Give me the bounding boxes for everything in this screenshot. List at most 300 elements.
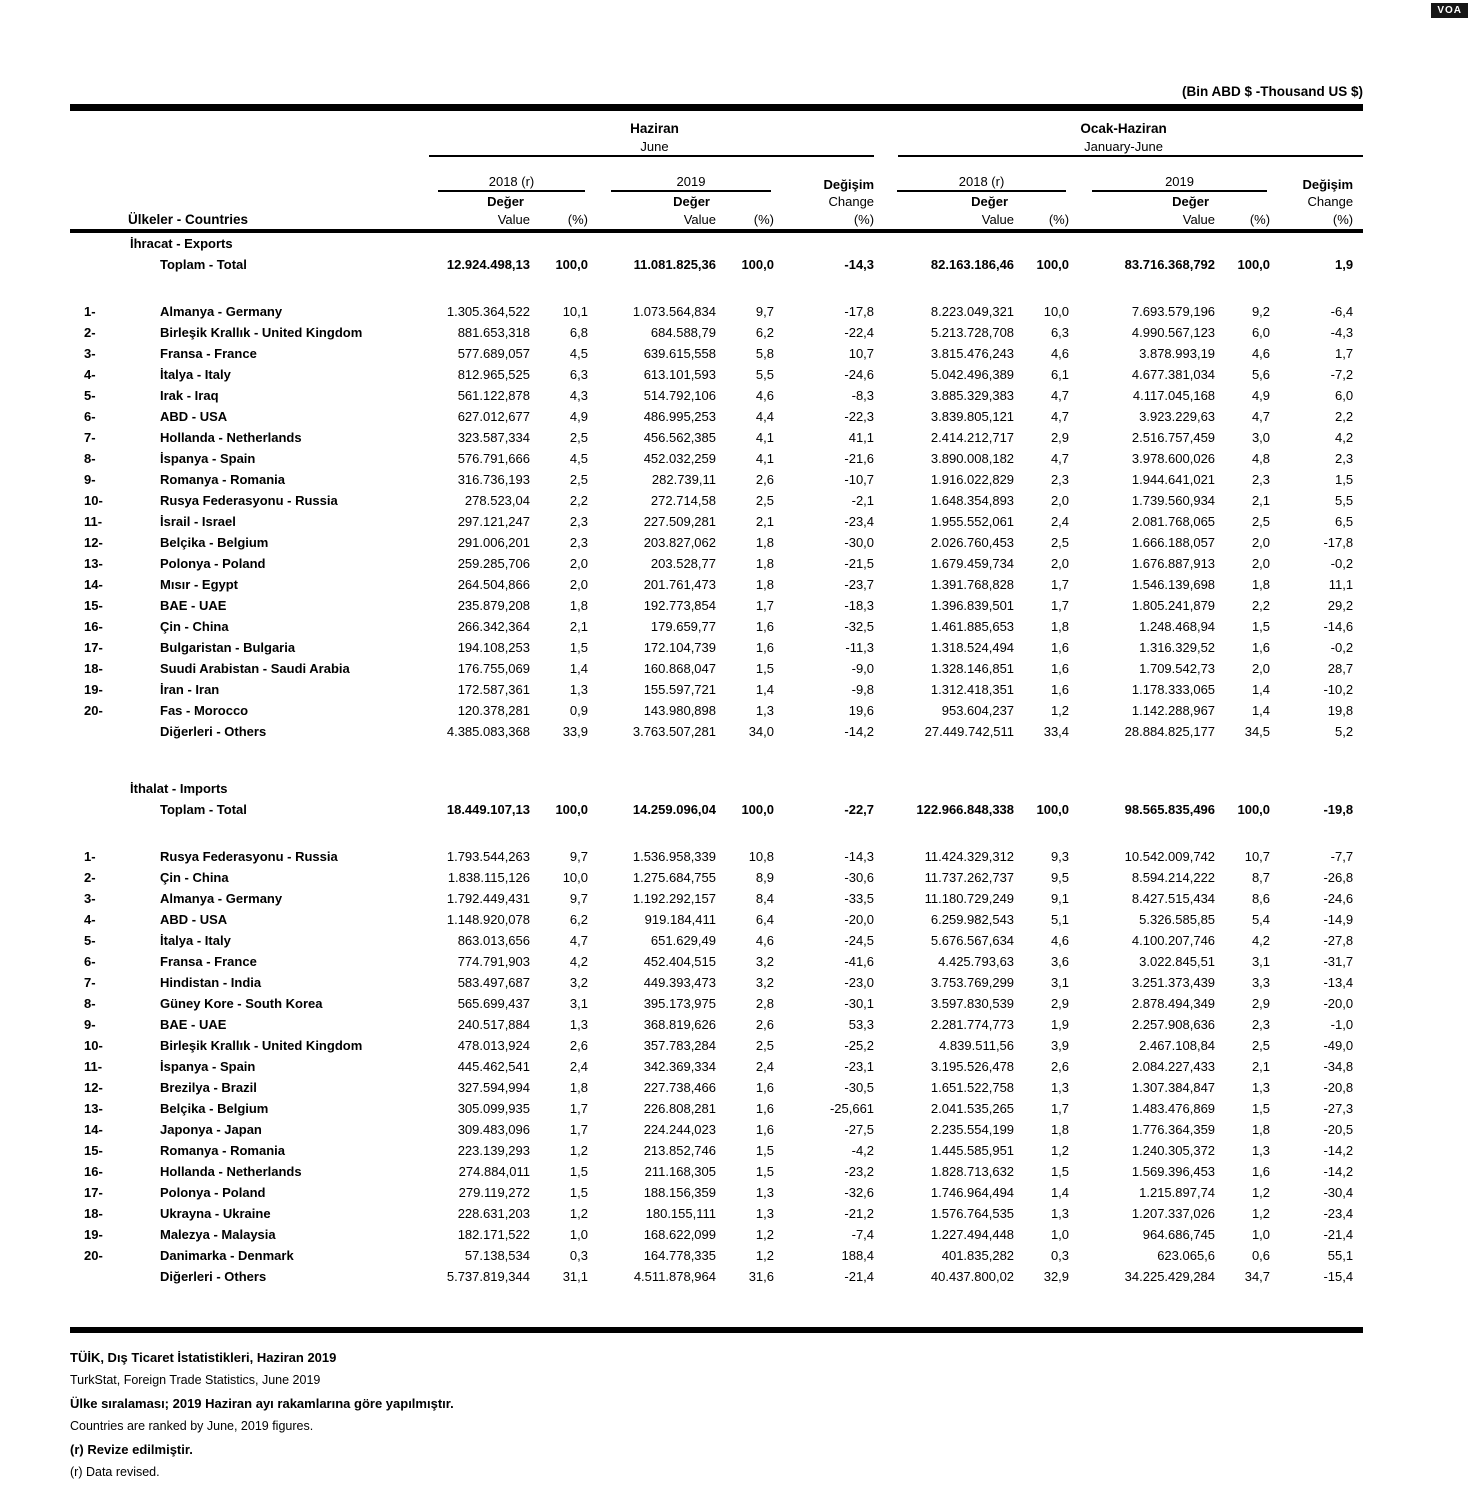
- total-value: -22,7: [844, 802, 875, 817]
- row-value: 1,8: [1050, 619, 1070, 634]
- row-value: 4.100.207,746: [1131, 933, 1216, 948]
- row-value: -30,5: [844, 1080, 875, 1095]
- row-value: 2.081.768,065: [1131, 514, 1216, 529]
- row-value: 1.648.354,893: [930, 493, 1015, 508]
- row-value: 1.148.920,078: [446, 912, 530, 927]
- row-value: -14,2: [1323, 1164, 1354, 1179]
- row-value: 9,7: [569, 891, 588, 906]
- row-value: 309.483,096: [457, 1122, 530, 1137]
- row-value: -7,7: [1330, 849, 1354, 864]
- table-row: [70, 1182, 1363, 1203]
- row-value: 5.042.496,389: [930, 367, 1015, 382]
- header-janjun-change-tr: Değişim: [1302, 177, 1354, 192]
- row-value: 10,0: [1043, 304, 1070, 319]
- table-row: [70, 1203, 1363, 1224]
- row-value: 305.099,935: [457, 1101, 530, 1116]
- row-value: 4,2: [569, 954, 588, 969]
- row-value: 1.240.305,372: [1131, 1143, 1216, 1158]
- table-row: [70, 448, 1363, 469]
- row-value: 1,3: [1251, 1143, 1271, 1158]
- row-value: 3,2: [569, 975, 588, 990]
- row-value: 561.122,878: [457, 388, 530, 403]
- row-value: 1,6: [1050, 661, 1070, 676]
- row-value: 576.791,666: [457, 451, 530, 466]
- row-country: Fas - Morocco: [160, 703, 249, 718]
- row-rank: 19-: [84, 1227, 103, 1242]
- row-value: 182.171,522: [457, 1227, 530, 1242]
- row-value: 2,3: [1050, 472, 1070, 487]
- row-country: Suudi Arabistan - Saudi Arabia: [160, 661, 350, 676]
- row-value: 327.594,994: [457, 1080, 530, 1095]
- row-rank: 11-: [84, 1059, 103, 1074]
- row-value: -30,1: [844, 996, 875, 1011]
- row-country: ABD - USA: [160, 912, 228, 927]
- row-value: 240.517,884: [457, 1017, 530, 1032]
- header-janjun-title: Ocak-Haziran: [884, 108, 1363, 137]
- spacer-row: [70, 1287, 1363, 1330]
- row-value: -20,8: [1323, 1080, 1354, 1095]
- row-value: 4,9: [1251, 388, 1271, 403]
- row-rank: [70, 1266, 130, 1287]
- row-value: 1,7: [569, 1122, 588, 1137]
- row-value: 9,7: [755, 304, 774, 319]
- row-rank: 14-: [84, 1122, 103, 1137]
- row-rank: 12-: [84, 1080, 103, 1095]
- row-value: 1.192.292,157: [632, 891, 716, 906]
- row-value: 34,7: [1244, 1269, 1271, 1284]
- row-value: 1.828.713,632: [930, 1164, 1015, 1179]
- row-value: 120.378,281: [457, 703, 530, 718]
- row-value: 1.073.564,834: [632, 304, 716, 319]
- row-value: 2,9: [1251, 996, 1271, 1011]
- row-value: 1,3: [755, 703, 774, 718]
- row-value: 8,7: [1251, 870, 1271, 885]
- row-value: 11.424.329,312: [924, 849, 1015, 864]
- row-value: 4,6: [1050, 346, 1070, 361]
- row-value: 1,6: [755, 1122, 774, 1137]
- row-country: Fransa - France: [160, 346, 257, 361]
- row-value: -17,8: [1323, 535, 1354, 550]
- row-value: 3.753.769,299: [930, 975, 1015, 990]
- row-country: Ukrayna - Ukraine: [160, 1206, 271, 1221]
- table-row: [70, 1056, 1363, 1077]
- row-value: 2,5: [1251, 1038, 1271, 1053]
- row-value: 6,4: [755, 912, 774, 927]
- row-value: 8.427.515,434: [1131, 891, 1216, 906]
- row-value: 1,7: [569, 1101, 588, 1116]
- row-value: 323.587,334: [457, 430, 530, 445]
- row-value: 6,1: [1050, 367, 1070, 382]
- section-title: İthalat - Imports: [130, 781, 228, 796]
- row-value: 919.184,411: [644, 912, 716, 927]
- row-value: 179.659,77: [650, 619, 716, 634]
- row-value: 2.516.757,459: [1131, 430, 1216, 445]
- row-value: 2,1: [755, 514, 774, 529]
- row-value: 9,7: [569, 849, 588, 864]
- row-value: -24,6: [1323, 891, 1354, 906]
- row-value: 0,6: [1251, 1248, 1271, 1263]
- row-value: 5,5: [755, 367, 774, 382]
- row-rank: 6-: [84, 954, 96, 969]
- row-rank: 17-: [84, 640, 103, 655]
- row-value: 1,8: [1251, 577, 1271, 592]
- row-value: 3,6: [1050, 954, 1070, 969]
- row-value: 1.805.241,879: [1131, 598, 1216, 613]
- row-country: BAE - UAE: [160, 598, 227, 613]
- total-value: -19,8: [1323, 802, 1354, 817]
- table-row: [70, 909, 1363, 930]
- row-value: 1,7: [755, 598, 774, 613]
- row-value: 1,6: [1050, 640, 1070, 655]
- row-value: -21,6: [844, 451, 875, 466]
- row-value: 3,3: [1251, 975, 1271, 990]
- row-country: Polonya - Poland: [160, 556, 266, 571]
- table-row: [70, 1035, 1363, 1056]
- row-value: 10,8: [748, 849, 774, 864]
- row-value: 29,2: [1327, 598, 1354, 613]
- row-value: 1,5: [569, 640, 588, 655]
- total-value: -14,3: [844, 257, 875, 272]
- total-label: Toplam - Total: [160, 257, 247, 272]
- row-value: 1,6: [755, 1101, 774, 1116]
- row-rank: 2-: [84, 870, 96, 885]
- row-value: 176.755,069: [457, 661, 530, 676]
- row-value: 4,7: [569, 933, 588, 948]
- row-rank: 11-: [84, 514, 103, 529]
- row-value: 1,8: [1050, 1122, 1070, 1137]
- row-value: 1.792.449,431: [446, 891, 530, 906]
- row-value: 1.793.544,263: [446, 849, 530, 864]
- row-value: 1.776.364,359: [1131, 1122, 1216, 1137]
- row-value: 40.437.800,02: [930, 1269, 1015, 1284]
- row-value: -23,4: [1323, 1206, 1354, 1221]
- row-value: 2,2: [1335, 409, 1354, 424]
- row-value: 3,0: [1251, 430, 1271, 445]
- row-country: Diğerleri - Others: [160, 724, 267, 739]
- row-value: -23,0: [844, 975, 875, 990]
- row-value: 4,6: [755, 388, 774, 403]
- row-value: -23,1: [844, 1059, 875, 1074]
- table-row: [70, 343, 1363, 364]
- row-value: 1.483.476,869: [1131, 1101, 1216, 1116]
- row-value: 639.615,558: [643, 346, 716, 361]
- row-value: 812.965,525: [457, 367, 530, 382]
- row-country: Brezilya - Brazil: [160, 1080, 257, 1095]
- row-value: 10.542.009,742: [1124, 849, 1216, 864]
- table-row: [70, 532, 1363, 553]
- row-value: 2.026.760,453: [930, 535, 1015, 550]
- row-country: Belçika - Belgium: [160, 1101, 269, 1116]
- row-value: 34,0: [748, 724, 774, 739]
- row-country: Rusya Federasyonu - Russia: [160, 493, 338, 508]
- row-value: 4,6: [1251, 346, 1271, 361]
- row-country: İtalya - Italy: [160, 933, 231, 948]
- row-value: 203.528,77: [650, 556, 716, 571]
- header-june-subtitle: June: [425, 136, 884, 157]
- row-value: 1,3: [1050, 1080, 1070, 1095]
- row-value: 2,3: [1251, 1017, 1271, 1032]
- row-value: 1,2: [569, 1206, 588, 1221]
- total-value: 100,0: [1237, 802, 1271, 817]
- table-row: [70, 679, 1363, 700]
- row-value: -15,4: [1323, 1269, 1354, 1284]
- row-value: -49,0: [1323, 1038, 1354, 1053]
- row-country: BAE - UAE: [160, 1017, 227, 1032]
- footnote-line: (r) Data revised.: [70, 1465, 160, 1479]
- header-janjun-subtitle: January-June: [884, 136, 1363, 157]
- row-value: 1.275.684,755: [632, 870, 716, 885]
- header-value-en: Value: [598, 209, 726, 231]
- row-value: -17,8: [844, 304, 875, 319]
- row-value: -14,3: [844, 849, 875, 864]
- row-value: 194.108,253: [457, 640, 530, 655]
- row-value: 1.215.897,74: [1139, 1185, 1216, 1200]
- row-value: 5,8: [755, 346, 774, 361]
- header-value-tr: Değer: [1172, 194, 1210, 209]
- row-value: 1,2: [1251, 1206, 1271, 1221]
- row-value: 6,2: [569, 912, 588, 927]
- row-value: 2,6: [1050, 1059, 1070, 1074]
- row-value: -24,6: [844, 367, 875, 382]
- row-value: 1.396.839,501: [930, 598, 1015, 613]
- row-value: 5,6: [1251, 367, 1271, 382]
- row-value: -2,1: [851, 493, 875, 508]
- row-value: 1,5: [755, 1143, 774, 1158]
- row-value: 1.739.560,934: [1131, 493, 1216, 508]
- row-value: 4,1: [755, 451, 774, 466]
- row-value: 1,5: [569, 1164, 588, 1179]
- row-value: 514.792,106: [643, 388, 716, 403]
- row-value: 1,7: [1050, 577, 1070, 592]
- row-value: 6,8: [569, 325, 588, 340]
- row-value: 2,0: [1251, 556, 1271, 571]
- row-value: 342.369,334: [643, 1059, 716, 1074]
- row-value: 2,1: [1251, 1059, 1271, 1074]
- row-value: -6,4: [1330, 304, 1354, 319]
- row-rank: 13-: [84, 1101, 103, 1116]
- row-value: 41,1: [848, 430, 875, 445]
- total-value: 1,9: [1335, 257, 1354, 272]
- header-pct: (%): [1280, 209, 1363, 231]
- year-row: [70, 157, 1363, 192]
- table-row: [70, 1098, 1363, 1119]
- footnote-line: TÜİK, Dış Ticaret İstatistikleri, Haziran 2019: [70, 1350, 337, 1365]
- row-value: 1,0: [569, 1227, 588, 1242]
- header-pct: (%): [540, 209, 598, 231]
- row-rank: 20-: [84, 1248, 103, 1263]
- row-value: 1,5: [569, 1185, 588, 1200]
- header-value-tr: Değer: [673, 194, 710, 209]
- row-value: 1.142.288,967: [1131, 703, 1216, 718]
- row-value: 8,9: [755, 870, 774, 885]
- row-value: 1,5: [1251, 619, 1271, 634]
- section-title-row: [70, 231, 1363, 254]
- header-pct: (%): [1024, 209, 1079, 231]
- row-rank: 16-: [84, 619, 103, 634]
- row-value: -27,3: [1323, 1101, 1354, 1116]
- row-value: -25,661: [829, 1101, 875, 1116]
- row-value: 11.737.262,737: [924, 870, 1015, 885]
- row-country: Çin - China: [160, 870, 229, 885]
- total-row: [70, 799, 1363, 820]
- row-value: 2,0: [1251, 535, 1271, 550]
- row-value: 33,9: [562, 724, 588, 739]
- header-spacer: [540, 192, 598, 209]
- row-value: 3.878.993,19: [1139, 346, 1216, 361]
- table-area: [70, 84, 1363, 1484]
- row-value: 1.328.146,851: [930, 661, 1015, 676]
- row-value: -23,4: [844, 514, 875, 529]
- row-value: 2,5: [755, 1038, 774, 1053]
- table-row: [70, 511, 1363, 532]
- row-value: 1,6: [1251, 1164, 1271, 1179]
- row-value: 2.235.554,199: [930, 1122, 1015, 1137]
- row-value: 1.305.364,522: [446, 304, 530, 319]
- row-value: 2,0: [1050, 493, 1070, 508]
- table-row: [70, 1161, 1363, 1182]
- row-value: 1,8: [755, 577, 774, 592]
- row-value: 1,2: [755, 1227, 774, 1242]
- row-rank: 19-: [84, 682, 103, 697]
- row-value: 203.827,062: [643, 535, 716, 550]
- table-row: [70, 1077, 1363, 1098]
- row-value: 583.497,687: [457, 975, 530, 990]
- row-value: -10,2: [1323, 682, 1354, 697]
- row-rank: 5-: [84, 933, 96, 948]
- total-value: 100,0: [555, 802, 588, 817]
- row-value: 6,2: [755, 325, 774, 340]
- row-value: 2,6: [569, 1038, 588, 1053]
- row-value: -1,0: [1330, 1017, 1354, 1032]
- row-value: 3,1: [569, 996, 588, 1011]
- row-value: 211.168,305: [644, 1164, 716, 1179]
- row-value: 0,3: [569, 1248, 588, 1263]
- row-value: 224.244,023: [643, 1122, 716, 1137]
- row-value: 1.955.552,061: [930, 514, 1015, 529]
- row-value: 1,4: [1251, 682, 1271, 697]
- row-value: 5.326.585,85: [1139, 912, 1216, 927]
- spacer-row: [70, 742, 1363, 778]
- table-row: [70, 1140, 1363, 1161]
- value-label-row: [70, 192, 1363, 209]
- row-value: 5,1: [1050, 912, 1070, 927]
- header-janjun-2018: 2018 (r): [884, 157, 1079, 192]
- total-value: 100,0: [555, 257, 588, 272]
- spacer-cell: [70, 742, 1363, 778]
- table-row: [70, 595, 1363, 616]
- row-value: 5,5: [1335, 493, 1354, 508]
- row-rank: 1-: [84, 304, 96, 319]
- header-spacer: [70, 136, 425, 157]
- row-rank: 6-: [84, 409, 96, 424]
- row-value: 4,5: [569, 451, 588, 466]
- row-value: 3.978.600,026: [1131, 451, 1216, 466]
- row-value: -7,2: [1330, 367, 1354, 382]
- row-value: -13,4: [1323, 975, 1354, 990]
- row-value: 3.597.830,539: [930, 996, 1015, 1011]
- row-value: 3.923.229,63: [1139, 409, 1216, 424]
- row-country: Hollanda - Netherlands: [160, 430, 302, 445]
- row-value: 4,9: [569, 409, 588, 424]
- row-value: -18,3: [844, 598, 875, 613]
- row-value: 282.739,11: [651, 472, 716, 487]
- row-value: 1,6: [755, 619, 774, 634]
- total-value: 98.565.835,496: [1124, 802, 1216, 817]
- spacer-row: [70, 275, 1363, 301]
- row-value: 7.693.579,196: [1131, 304, 1216, 319]
- row-rank: 14-: [84, 577, 103, 592]
- row-value: 2,3: [1251, 472, 1271, 487]
- table-row: [70, 322, 1363, 343]
- row-value: 2,6: [755, 472, 774, 487]
- row-country: Japonya - Japan: [160, 1122, 262, 1137]
- row-value: 2,5: [1050, 535, 1070, 550]
- row-value: 4.839.511,56: [939, 1038, 1015, 1053]
- section-title: İhracat - Exports: [130, 236, 233, 251]
- row-value: 4.117.045,168: [1132, 388, 1216, 403]
- header-pct: (%): [1225, 209, 1280, 231]
- header-pct: (%): [726, 209, 784, 231]
- row-value: 1.178.333,065: [1131, 682, 1216, 697]
- row-value: 5,4: [1251, 912, 1271, 927]
- row-value: 1,5: [1335, 472, 1354, 487]
- row-value: 223.139,293: [457, 1143, 530, 1158]
- row-value: 155.597,721: [643, 682, 716, 697]
- row-value: 651.629,49: [650, 933, 716, 948]
- row-value: 8,4: [755, 891, 774, 906]
- row-rank: [70, 721, 130, 742]
- trade-table: [70, 104, 1363, 1333]
- row-value: 2,5: [755, 493, 774, 508]
- row-value: 2,2: [569, 493, 588, 508]
- row-value: 2.414.212,717: [930, 430, 1015, 445]
- row-value: 5,2: [1335, 724, 1354, 739]
- row-value: 613.101,593: [643, 367, 716, 382]
- row-value: 1,7: [1335, 346, 1354, 361]
- row-country: Bulgaristan - Bulgaria: [160, 640, 296, 655]
- row-value: -25,2: [844, 1038, 875, 1053]
- row-value: 55,1: [1327, 1248, 1354, 1263]
- row-value: 449.393,473: [643, 975, 716, 990]
- row-value: 168.622,099: [643, 1227, 716, 1242]
- row-country: Almanya - Germany: [160, 304, 283, 319]
- row-value: 4,5: [569, 346, 588, 361]
- row-value: 31,6: [748, 1269, 774, 1284]
- row-value: 1,4: [755, 682, 774, 697]
- row-value: 2,4: [1050, 514, 1070, 529]
- row-rank: 10-: [84, 1038, 103, 1053]
- table-row: [70, 406, 1363, 427]
- row-value: 4,7: [1251, 409, 1271, 424]
- row-country: Romanya - Romania: [160, 1143, 285, 1158]
- row-value: 774.791,903: [457, 954, 530, 969]
- row-value: 201.761,473: [643, 577, 716, 592]
- row-value: -20,0: [844, 912, 875, 927]
- row-value: 9,5: [1050, 870, 1070, 885]
- row-value: 2,0: [569, 556, 588, 571]
- row-value: 2,6: [755, 1017, 774, 1032]
- row-value: 274.884,011: [458, 1164, 530, 1179]
- row-country: Birleşik Krallık - United Kingdom: [160, 1038, 363, 1053]
- row-value: 4.511.878,964: [633, 1269, 716, 1284]
- row-value: 3.890.008,182: [930, 451, 1015, 466]
- row-country: İtalya - Italy: [160, 367, 231, 382]
- row-value: -20,5: [1323, 1122, 1354, 1137]
- row-value: 3,1: [1251, 954, 1271, 969]
- row-value: -21,4: [1323, 1227, 1354, 1242]
- row-value: 3,1: [1050, 975, 1070, 990]
- row-value: -9,8: [851, 682, 875, 697]
